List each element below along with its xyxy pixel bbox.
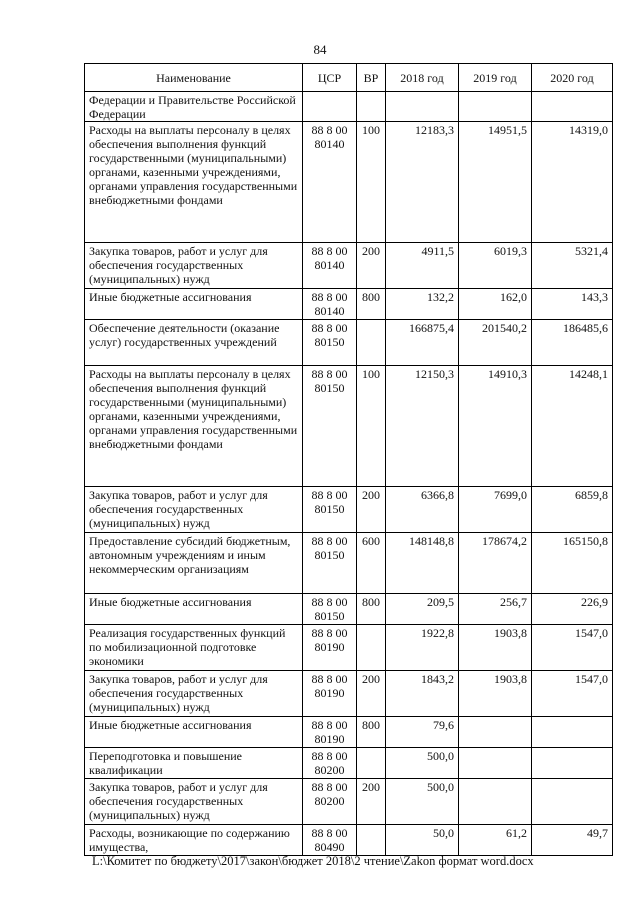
cell-csr: 88 8 00 80490 xyxy=(303,825,357,856)
cell-csr: 88 8 00 80150 xyxy=(303,594,357,625)
cell-name: Расходы на выплаты персоналу в целях обеспечения выполнения функций государственными (муниципальными) органами, казенными учреждениями, органами управления государственными внебюджетными фондами xyxy=(85,366,303,487)
cell-csr: 88 8 00 80190 xyxy=(303,717,357,748)
cell-csr: 88 8 00 80150 xyxy=(303,487,357,533)
table-row xyxy=(85,779,613,825)
cell-2020: 6859,8 xyxy=(532,487,613,533)
cell-2020 xyxy=(532,748,613,779)
table-row xyxy=(85,92,613,122)
cell-name: Иные бюджетные ассигнования xyxy=(85,594,303,625)
cell-vr: 200 xyxy=(357,487,386,533)
cell-csr: 88 8 00 80190 xyxy=(303,625,357,671)
cell-2019: 7699,0 xyxy=(459,487,532,533)
cell-2020: 165150,8 xyxy=(532,533,613,594)
cell-vr xyxy=(357,748,386,779)
cell-2018: 79,6 xyxy=(386,717,459,748)
cell-2018: 12183,3 xyxy=(386,122,459,243)
cell-vr: 600 xyxy=(357,533,386,594)
cell-2018 xyxy=(386,92,459,122)
file-path-footer: L:\Комитет по бюджету\2017\закон\бюджет 2018\2 чтение\Zakon формат word.docx xyxy=(92,854,534,868)
cell-2018: 209,5 xyxy=(386,594,459,625)
cell-name: Закупка товаров, работ и услуг для обеспечения государственных (муниципальных) нужд xyxy=(85,779,303,825)
table-row xyxy=(85,487,613,533)
cell-csr: 88 8 00 80140 xyxy=(303,289,357,320)
cell-2019: 14951,5 xyxy=(459,122,532,243)
cell-2019: 178674,2 xyxy=(459,533,532,594)
cell-2018: 4911,5 xyxy=(386,243,459,289)
cell-name: Закупка товаров, работ и услуг для обеспечения государственных (муниципальных) нужд xyxy=(85,243,303,289)
cell-vr: 200 xyxy=(357,671,386,717)
cell-vr xyxy=(357,92,386,122)
cell-2018: 50,0 xyxy=(386,825,459,856)
cell-csr: 88 8 00 80140 xyxy=(303,243,357,289)
cell-2018: 148148,8 xyxy=(386,533,459,594)
cell-vr: 100 xyxy=(357,122,386,243)
cell-vr: 800 xyxy=(357,594,386,625)
column-header-name: Наименование xyxy=(85,64,303,92)
table-row xyxy=(85,122,613,243)
cell-2020: 1547,0 xyxy=(532,625,613,671)
cell-2018: 1922,8 xyxy=(386,625,459,671)
cell-csr: 88 8 00 80150 xyxy=(303,533,357,594)
table-header-row xyxy=(85,64,613,92)
cell-2019 xyxy=(459,717,532,748)
column-header-vr: ВР xyxy=(357,64,386,92)
cell-2020 xyxy=(532,717,613,748)
budget-table xyxy=(84,63,613,856)
cell-csr: 88 8 00 80150 xyxy=(303,320,357,366)
cell-name: Предоставление субсидий бюджетным, автономным учреждениям и иным некоммерческим организациям xyxy=(85,533,303,594)
table-row xyxy=(85,366,613,487)
table-row xyxy=(85,320,613,366)
cell-2020: 14319,0 xyxy=(532,122,613,243)
cell-2018: 12150,3 xyxy=(386,366,459,487)
cell-2019: 61,2 xyxy=(459,825,532,856)
cell-name: Расходы на выплаты персоналу в целях обеспечения выполнения функций государственными (муниципальными) органами, казенными учреждениями, органами управления государственными внебюджетными фондами xyxy=(85,122,303,243)
cell-name: Иные бюджетные ассигнования xyxy=(85,717,303,748)
table-row xyxy=(85,748,613,779)
cell-csr: 88 8 00 80200 xyxy=(303,779,357,825)
cell-vr: 100 xyxy=(357,366,386,487)
cell-2020 xyxy=(532,779,613,825)
cell-csr: 88 8 00 80190 xyxy=(303,671,357,717)
cell-2019: 1903,8 xyxy=(459,625,532,671)
column-header-csr: ЦСР xyxy=(303,64,357,92)
cell-2019: 6019,3 xyxy=(459,243,532,289)
cell-vr: 800 xyxy=(357,717,386,748)
cell-csr: 88 8 00 80200 xyxy=(303,748,357,779)
cell-2020: 49,7 xyxy=(532,825,613,856)
table-row xyxy=(85,594,613,625)
cell-vr xyxy=(357,625,386,671)
cell-2019: 256,7 xyxy=(459,594,532,625)
cell-vr: 200 xyxy=(357,779,386,825)
table-row xyxy=(85,825,613,856)
page-number: 84 xyxy=(313,42,327,57)
cell-name: Закупка товаров, работ и услуг для обеспечения государственных (муниципальных) нужд xyxy=(85,487,303,533)
cell-2020: 14248,1 xyxy=(532,366,613,487)
column-header-2019: 2019 год xyxy=(459,64,532,92)
cell-2019: 162,0 xyxy=(459,289,532,320)
cell-2018: 166875,4 xyxy=(386,320,459,366)
cell-name: Реализация государственных функций по мобилизационной подготовке экономики xyxy=(85,625,303,671)
cell-2019 xyxy=(459,92,532,122)
cell-2020: 186485,6 xyxy=(532,320,613,366)
cell-2019: 1903,8 xyxy=(459,671,532,717)
cell-2020: 226,9 xyxy=(532,594,613,625)
cell-2020 xyxy=(532,92,613,122)
cell-csr: 88 8 00 80150 xyxy=(303,366,357,487)
cell-vr: 200 xyxy=(357,243,386,289)
cell-name: Переподготовка и повышение квалификации xyxy=(85,748,303,779)
cell-name: Закупка товаров, работ и услуг для обеспечения государственных (муниципальных) нужд xyxy=(85,671,303,717)
cell-2019 xyxy=(459,748,532,779)
column-header-2018: 2018 год xyxy=(386,64,459,92)
cell-vr xyxy=(357,320,386,366)
column-header-2020: 2020 год xyxy=(532,64,613,92)
table-row xyxy=(85,533,613,594)
cell-2019: 201540,2 xyxy=(459,320,532,366)
cell-2018: 6366,8 xyxy=(386,487,459,533)
cell-2020: 1547,0 xyxy=(532,671,613,717)
cell-name: Иные бюджетные ассигнования xyxy=(85,289,303,320)
cell-name: Федерации и Правительстве Российской Федерации xyxy=(85,92,303,122)
cell-csr: 88 8 00 80140 xyxy=(303,122,357,243)
cell-csr xyxy=(303,92,357,122)
cell-vr: 800 xyxy=(357,289,386,320)
cell-2019 xyxy=(459,779,532,825)
table-row xyxy=(85,243,613,289)
cell-2018: 500,0 xyxy=(386,748,459,779)
cell-name: Обеспечение деятельности (оказание услуг) государственных учреждений xyxy=(85,320,303,366)
cell-2019: 14910,3 xyxy=(459,366,532,487)
cell-vr xyxy=(357,825,386,856)
cell-2018: 1843,2 xyxy=(386,671,459,717)
cell-name: Расходы, возникающие по содержанию имущества, xyxy=(85,825,303,856)
table-row xyxy=(85,717,613,748)
cell-2020: 5321,4 xyxy=(532,243,613,289)
cell-2018: 132,2 xyxy=(386,289,459,320)
table-row xyxy=(85,671,613,717)
table-row xyxy=(85,289,613,320)
table-row xyxy=(85,625,613,671)
cell-2020: 143,3 xyxy=(532,289,613,320)
cell-2018: 500,0 xyxy=(386,779,459,825)
